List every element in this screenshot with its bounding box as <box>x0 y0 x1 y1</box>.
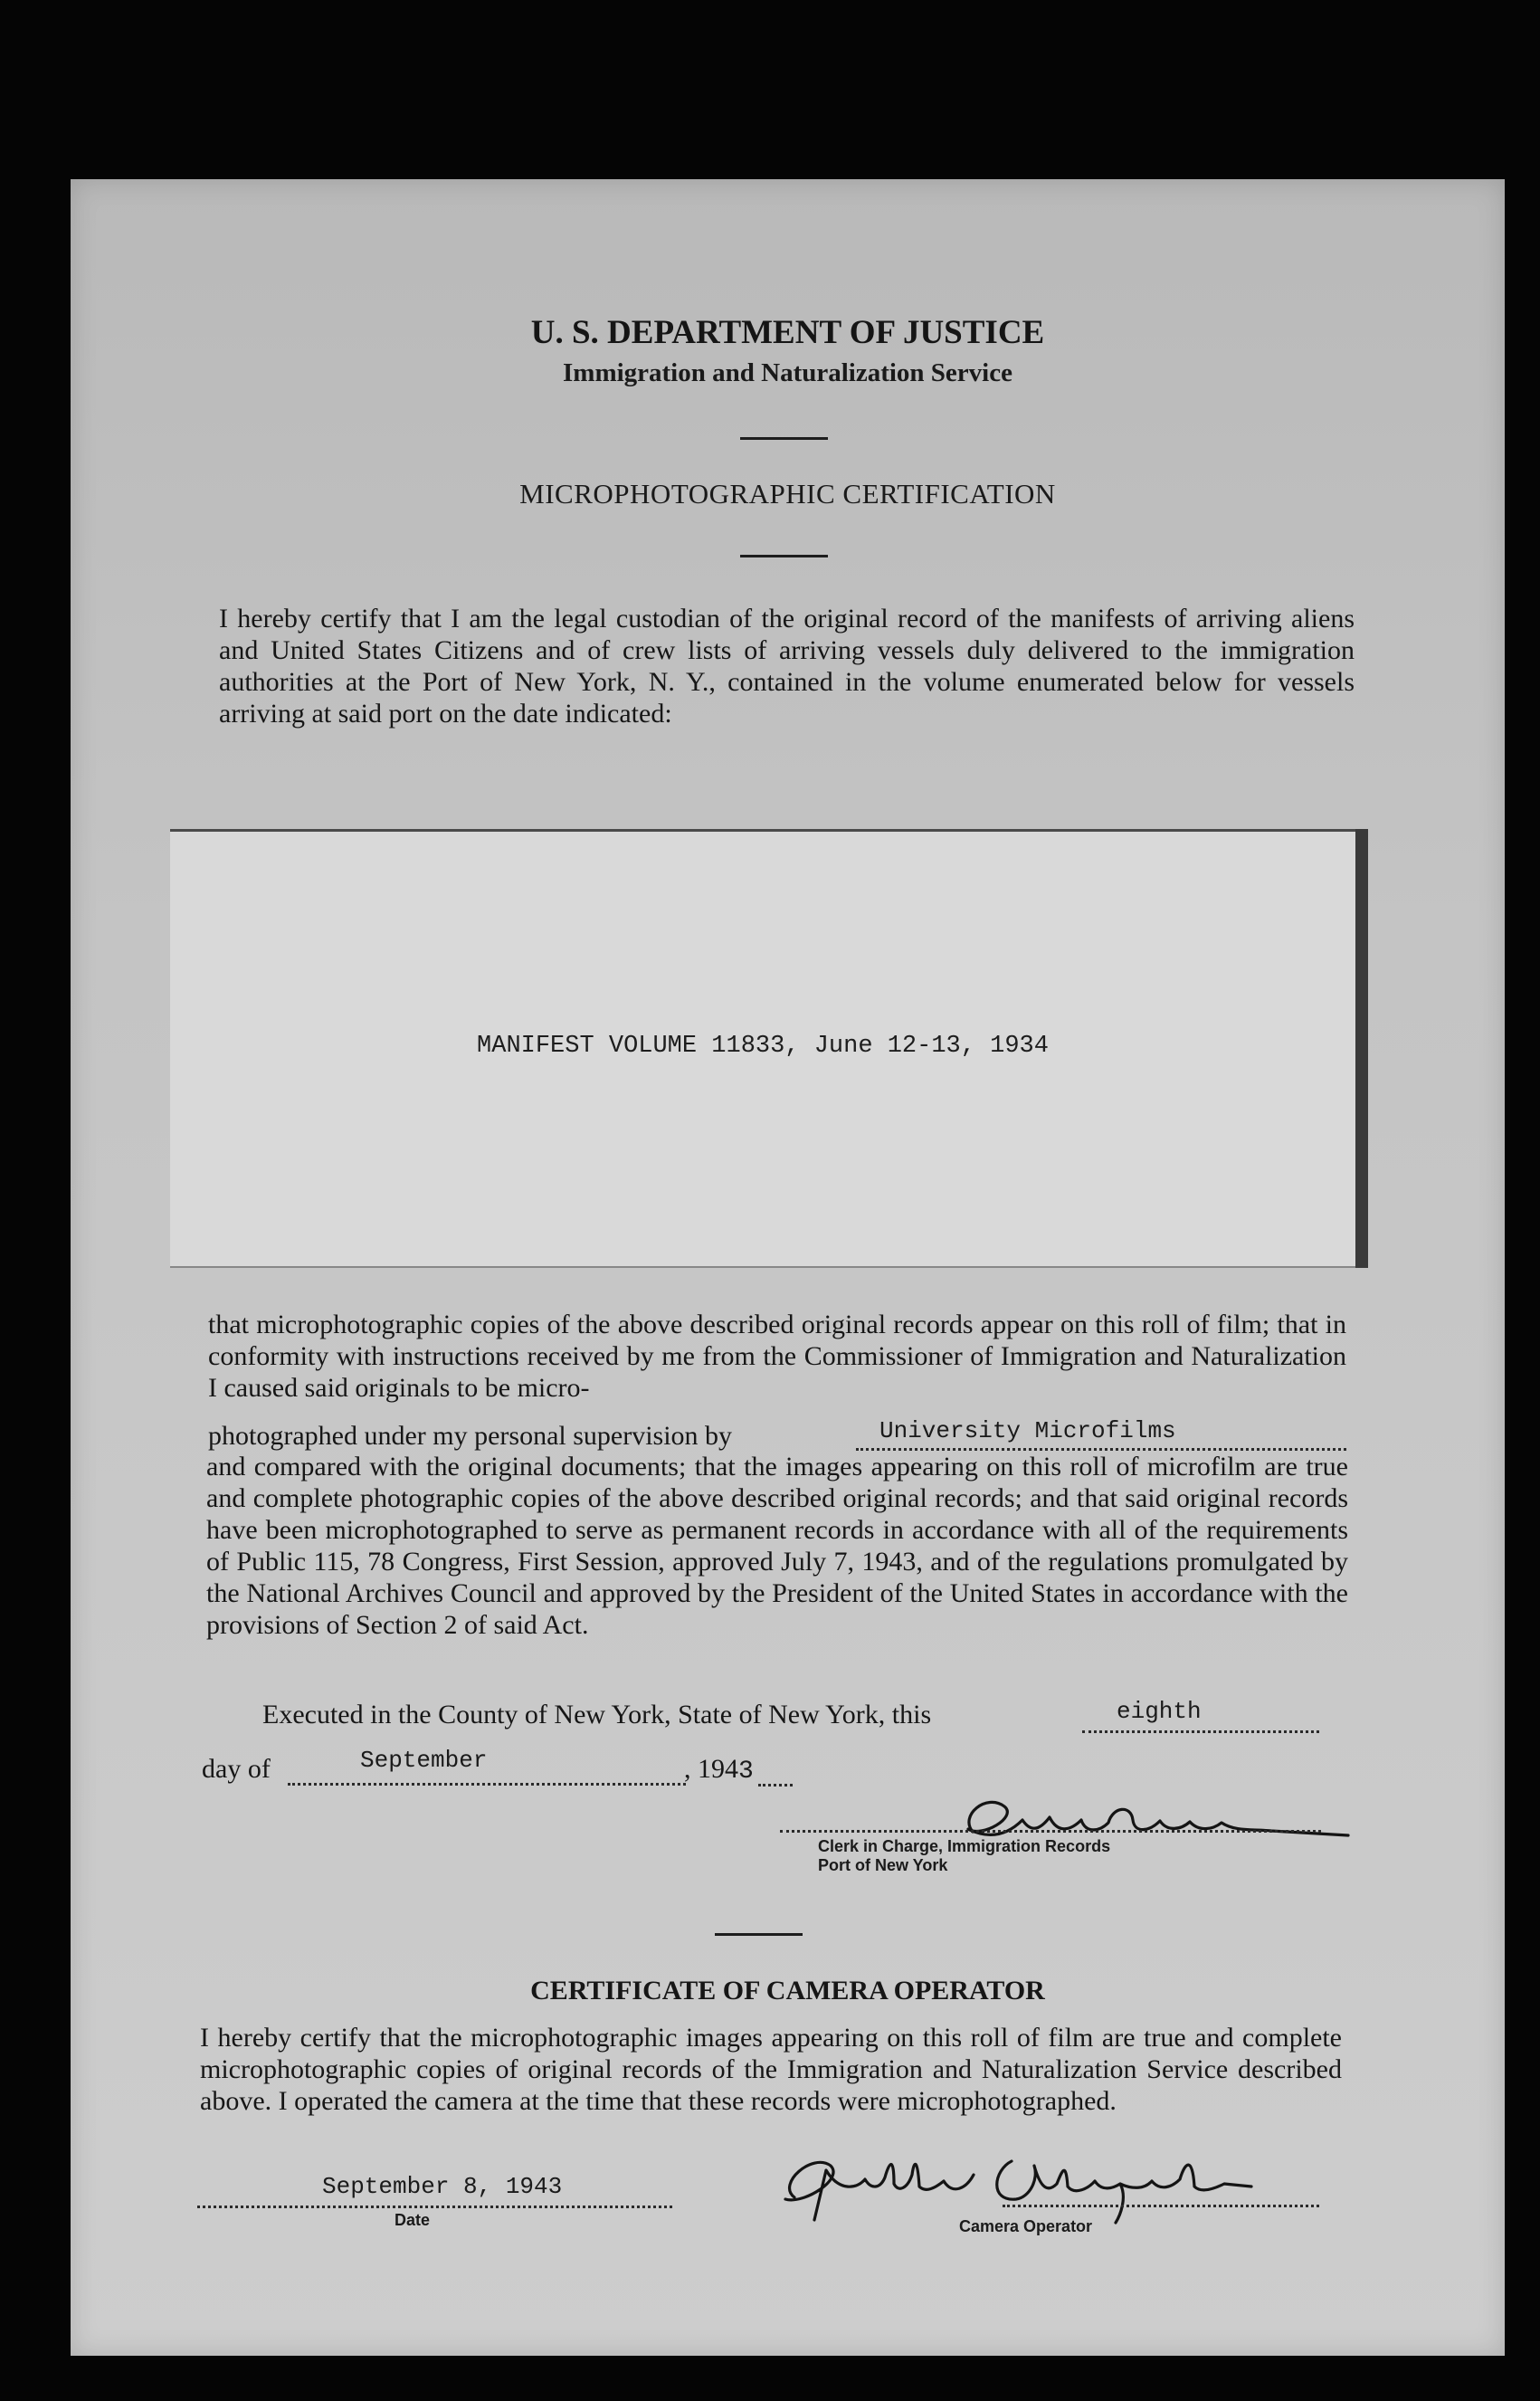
camera-date-value: September 8, 1943 <box>322 2173 563 2200</box>
body-paragraph-part2: and compared with the original documents; that the images appearing on this roll of microfilm are true and complete photographic copies of the above described original records; and that said original records have been microphotographed to serve as permanent records in accordance with all of the requirements of Public 115, 78 Congress, First Session, approved July 7, 1943, and of the regulations promulgated by the National Archives Council and approved by the President of the United States in accordance with the provisions of Section 2 of said Act. <box>206 1452 1348 1640</box>
year-suffix: 3 <box>738 1758 754 1786</box>
service-subheading: Immigration and Naturalization Service <box>563 358 1012 387</box>
intro-paragraph: I hereby certify that I am the legal custodian of the original record of the manifests of arriving aliens and United States Citizens and of crew lists of arriving vessels duly delivered to the immigration authorities at the Port of New York, N. Y., contained in the volume enumerated below for vessels arriving at said port on the date indicated: <box>219 604 1355 729</box>
execution-prefix: Executed in the County of New York, State of New York, this <box>262 1700 932 1729</box>
clerk-title-line1: Clerk in Charge, Immigration Records <box>818 1837 1111 1855</box>
camera-paragraph: I hereby certify that the microphotographic images appearing on this roll of film are true and complete microphotographic copies of original records of the Immigration and Naturalization Service described above. I operated the camera at the time that these records were microphotographed. <box>200 2023 1342 2116</box>
execution-day-value: eighth <box>1117 1698 1202 1725</box>
supervision-line <box>208 1421 732 1452</box>
header-divider-top <box>740 437 828 440</box>
clerk-signature-line <box>780 1828 1321 1833</box>
supervision-dotted-line <box>856 1419 1346 1451</box>
supervision-prefix: photographed under my personal supervision by <box>208 1421 733 1451</box>
camera-heading: CERTIFICATE OF CAMERA OPERATOR <box>530 1976 1045 2006</box>
clerk-title-line2: Port of New York <box>818 1856 948 1874</box>
year-prefix: , 194 <box>684 1754 738 1784</box>
camera-date-label: Date <box>395 2211 431 2229</box>
volume-card-text: MANIFEST VOLUME 11833, June 12-13, 1934 <box>477 1033 1049 1060</box>
camera-operator-label: Camera Operator <box>959 2217 1093 2235</box>
month-value: September <box>360 1747 488 1774</box>
camera-divider <box>715 1933 803 1936</box>
body-paragraph-part1: that microphotographic copies of the above described original records appear on this roll of film; that in conformity with instructions received by me from the Commissioner of Immigration and Naturalization I caused said originals to be micro- <box>208 1310 1346 1403</box>
camera-operator-signature-line <box>1003 2203 1319 2207</box>
supervision-value: University Microfilms <box>879 1417 1176 1444</box>
certification-title: MICROPHOTOGRAPHIC CERTIFICATION <box>519 478 1056 510</box>
execution-day-dotted-line <box>1082 1700 1319 1733</box>
year-text <box>684 1754 754 1786</box>
day-of-label: day of <box>202 1754 271 1784</box>
clerk-title <box>818 1837 1110 1875</box>
month-dotted-line <box>288 1747 686 1786</box>
camera-date-dotted-line <box>197 2175 672 2208</box>
certificate-sheet <box>71 179 1505 2356</box>
department-heading: U. S. DEPARTMENT OF JUSTICE <box>530 314 1045 351</box>
header-divider-bottom <box>740 555 828 557</box>
volume-card <box>170 829 1355 1268</box>
year-dotted-tail <box>758 1758 793 1786</box>
